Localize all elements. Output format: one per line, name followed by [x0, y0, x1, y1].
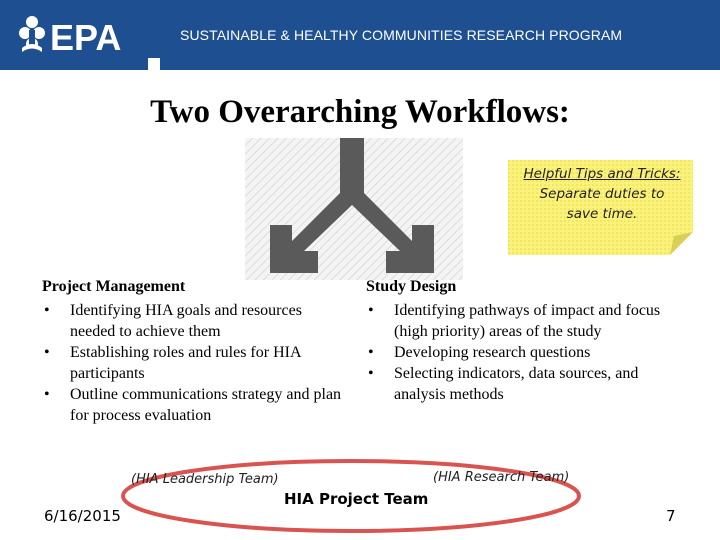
slide-title: Two Overarching Workflows: [150, 94, 570, 130]
tips-line-2: save time. [566, 206, 638, 222]
study-design-column [366, 276, 681, 405]
list-item: • Identifying HIA goals and resources needed to achieve them [42, 300, 347, 342]
tips-line-1: Separate duties to [539, 186, 665, 202]
program-title: SUSTAINABLE & HEALTHY COMMUNITIES RESEARCH PROGRAM [180, 27, 623, 43]
research-team-label: (HIA Research Team) [433, 470, 570, 485]
project-management-column [42, 276, 347, 426]
slide-date: 6/16/2015 [44, 507, 121, 525]
project-management-list [42, 300, 347, 426]
list-item: • Outline communications strategy and plan for process evaluation [42, 384, 347, 426]
study-design-heading: Study Design [366, 278, 457, 295]
page-number: 7 [666, 507, 676, 525]
list-item: • Selecting indicators, data sources, and analysis methods [366, 363, 681, 405]
epa-logo-text: EPA [50, 17, 122, 58]
list-item: • Establishing roles and rules for HIA participants [42, 342, 347, 384]
leadership-team-label: (HIA Leadership Team) [131, 472, 279, 487]
tips-heading: Helpful Tips and Tricks: [523, 166, 681, 182]
epa-flower-icon [19, 16, 45, 52]
split-arrow-icon [240, 133, 465, 283]
header-bar [0, 0, 720, 70]
tips-note [512, 164, 692, 224]
project-team-label: HIA Project Team [284, 490, 429, 508]
list-item: • Developing research questions [366, 342, 681, 363]
logo-notch [148, 58, 160, 70]
epa-logo [18, 14, 128, 58]
study-design-list [366, 300, 681, 405]
project-management-heading: Project Management [42, 278, 186, 295]
list-item: • Identifying pathways of impact and focus (high priority) areas of the study [366, 300, 681, 342]
